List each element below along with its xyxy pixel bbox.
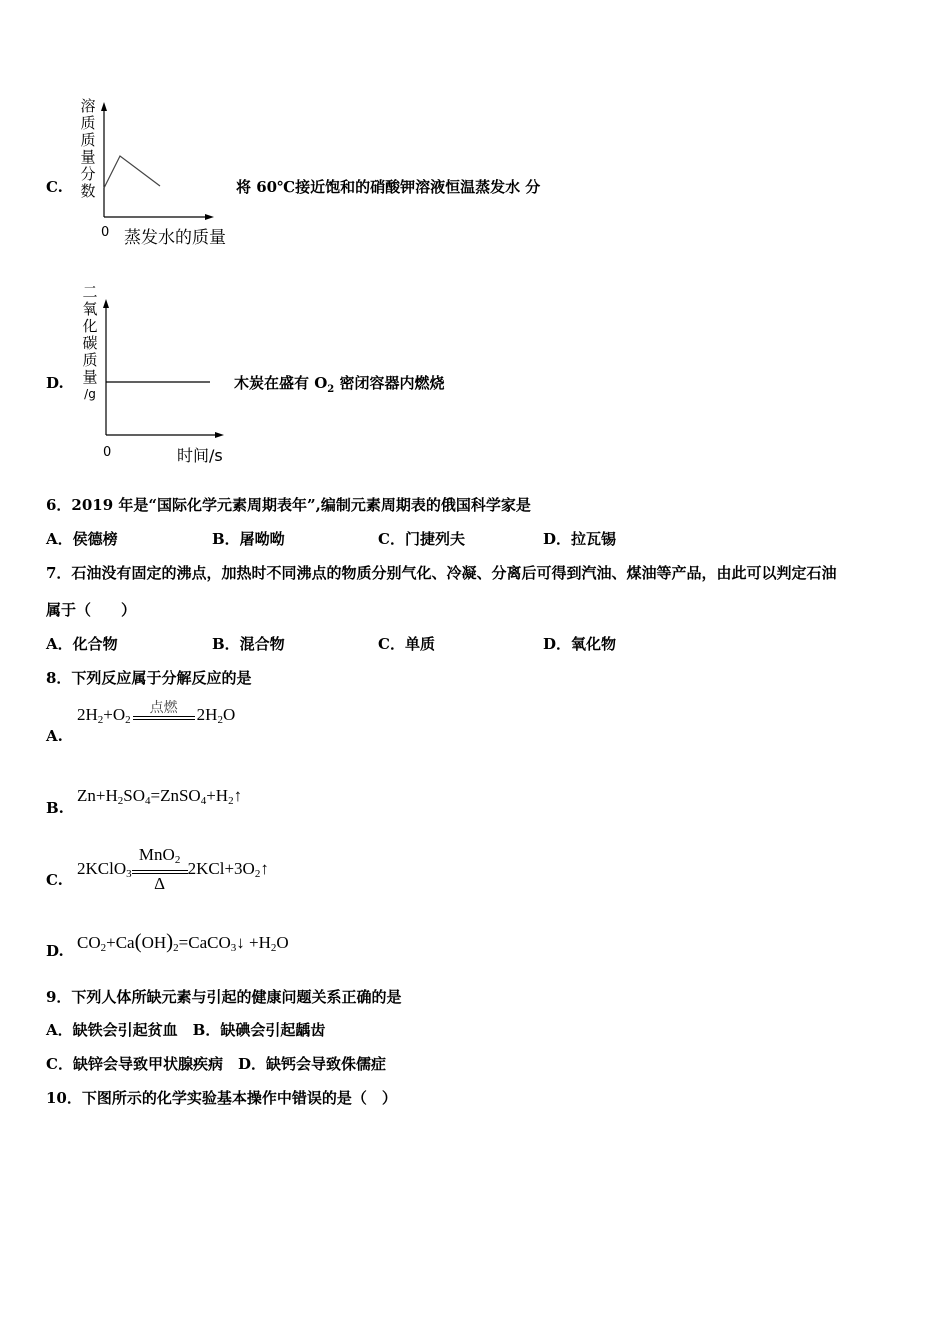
graph-d-y-arrow bbox=[103, 299, 109, 308]
q7-stem-line2: 属于（ ） bbox=[46, 601, 137, 619]
option-c-text: 将 60℃接近饱和的硝酸钾溶液恒温蒸发水 分 bbox=[236, 178, 541, 196]
graph-c-x-arrow bbox=[205, 214, 214, 220]
option-c-label: C. bbox=[46, 178, 63, 196]
q8-c-catalyst: MnO bbox=[138, 845, 175, 864]
graph-d bbox=[100, 295, 228, 440]
q9-options-line1: A．缺铁会引起贫血 B．缺碘会引起龋齿 bbox=[46, 1021, 326, 1039]
q9-options-line2: C．缺锌会导致甲状腺疾病 D．缺钙会导致侏儒症 bbox=[46, 1055, 386, 1073]
graph-d-x-axis-label: 时间/s bbox=[177, 446, 223, 465]
q8-stem: 8．下列反应属于分解反应的是 bbox=[46, 669, 252, 687]
q8-equation-b: $Zn+H_2SO_4=ZnSO_4+H_2↑$ bbox=[77, 786, 243, 807]
graph-d-x-arrow bbox=[215, 432, 224, 438]
q9-stem: 9．下列人体所缺元素与引起的健康问题关系正确的是 bbox=[46, 988, 402, 1006]
q7-option-c: C．单质 bbox=[378, 635, 435, 653]
q6-option-a: A．侯德榜 bbox=[46, 530, 118, 548]
q8-option-b-label: B. bbox=[46, 799, 64, 817]
graph-c-curve bbox=[104, 156, 160, 188]
q8-equation-c: 2KClO$_3$ $\frac{MnO_2}{\Delta}$ $2KCl+3O_2↑$ bbox=[77, 845, 269, 893]
graph-c bbox=[98, 100, 218, 225]
q10-stem: 10．下图所示的化学实验基本操作中错误的是（ ） bbox=[46, 1089, 397, 1107]
q8-a-condition: 点燃 bbox=[149, 700, 178, 716]
option-d-text: 木炭在盛有 $O_2$ 密闭容器内燃烧 bbox=[234, 374, 445, 395]
q8-equation-a: $2H_2+O_2$ 点燃 $2H_2O$ bbox=[77, 700, 236, 726]
graph-c-x-axis-label: 蒸发水的质量 bbox=[124, 228, 226, 248]
graph-c-y-arrow bbox=[101, 102, 107, 111]
graph-c-y-axis-label: 溶 质 质 量 分 数 bbox=[80, 97, 96, 200]
q6-option-c: C．门捷列夫 bbox=[378, 530, 465, 548]
q8-option-a-label: A. bbox=[46, 727, 63, 745]
q6-stem: 6．2019 年是“国际化学元素周期表年”,编制元素周期表的俄国科学家是 bbox=[46, 496, 531, 514]
q6-option-b: B．屠呦呦 bbox=[212, 530, 285, 548]
q8-c-condition: Δ bbox=[154, 874, 166, 893]
graph-c-origin: 0 bbox=[101, 225, 110, 240]
graph-d-origin: 0 bbox=[103, 445, 112, 460]
q7-option-a: A．化合物 bbox=[46, 635, 118, 653]
option-d-label: D. bbox=[46, 374, 64, 392]
q8-equation-d: $CO_2+Ca(OH)_2=CaCO_3↓ +H_2O$ bbox=[77, 929, 289, 954]
q7-option-d: D．氧化物 bbox=[543, 635, 617, 653]
q6-option-d: D．拉瓦锡 bbox=[543, 530, 617, 548]
q8-option-d-label: D. bbox=[46, 942, 64, 960]
q7-option-b: B．混合物 bbox=[212, 635, 285, 653]
graph-d-y-axis-label: 二 氧 化 碳 质 量 /g bbox=[82, 283, 98, 401]
q7-stem-line1: 7．石油没有固定的沸点，加热时不同沸点的物质分别气化、冷凝、分离后可得到汽油、煤油等产品，由此可以判定石油 bbox=[46, 564, 837, 582]
q8-option-c-label: C. bbox=[46, 871, 63, 889]
